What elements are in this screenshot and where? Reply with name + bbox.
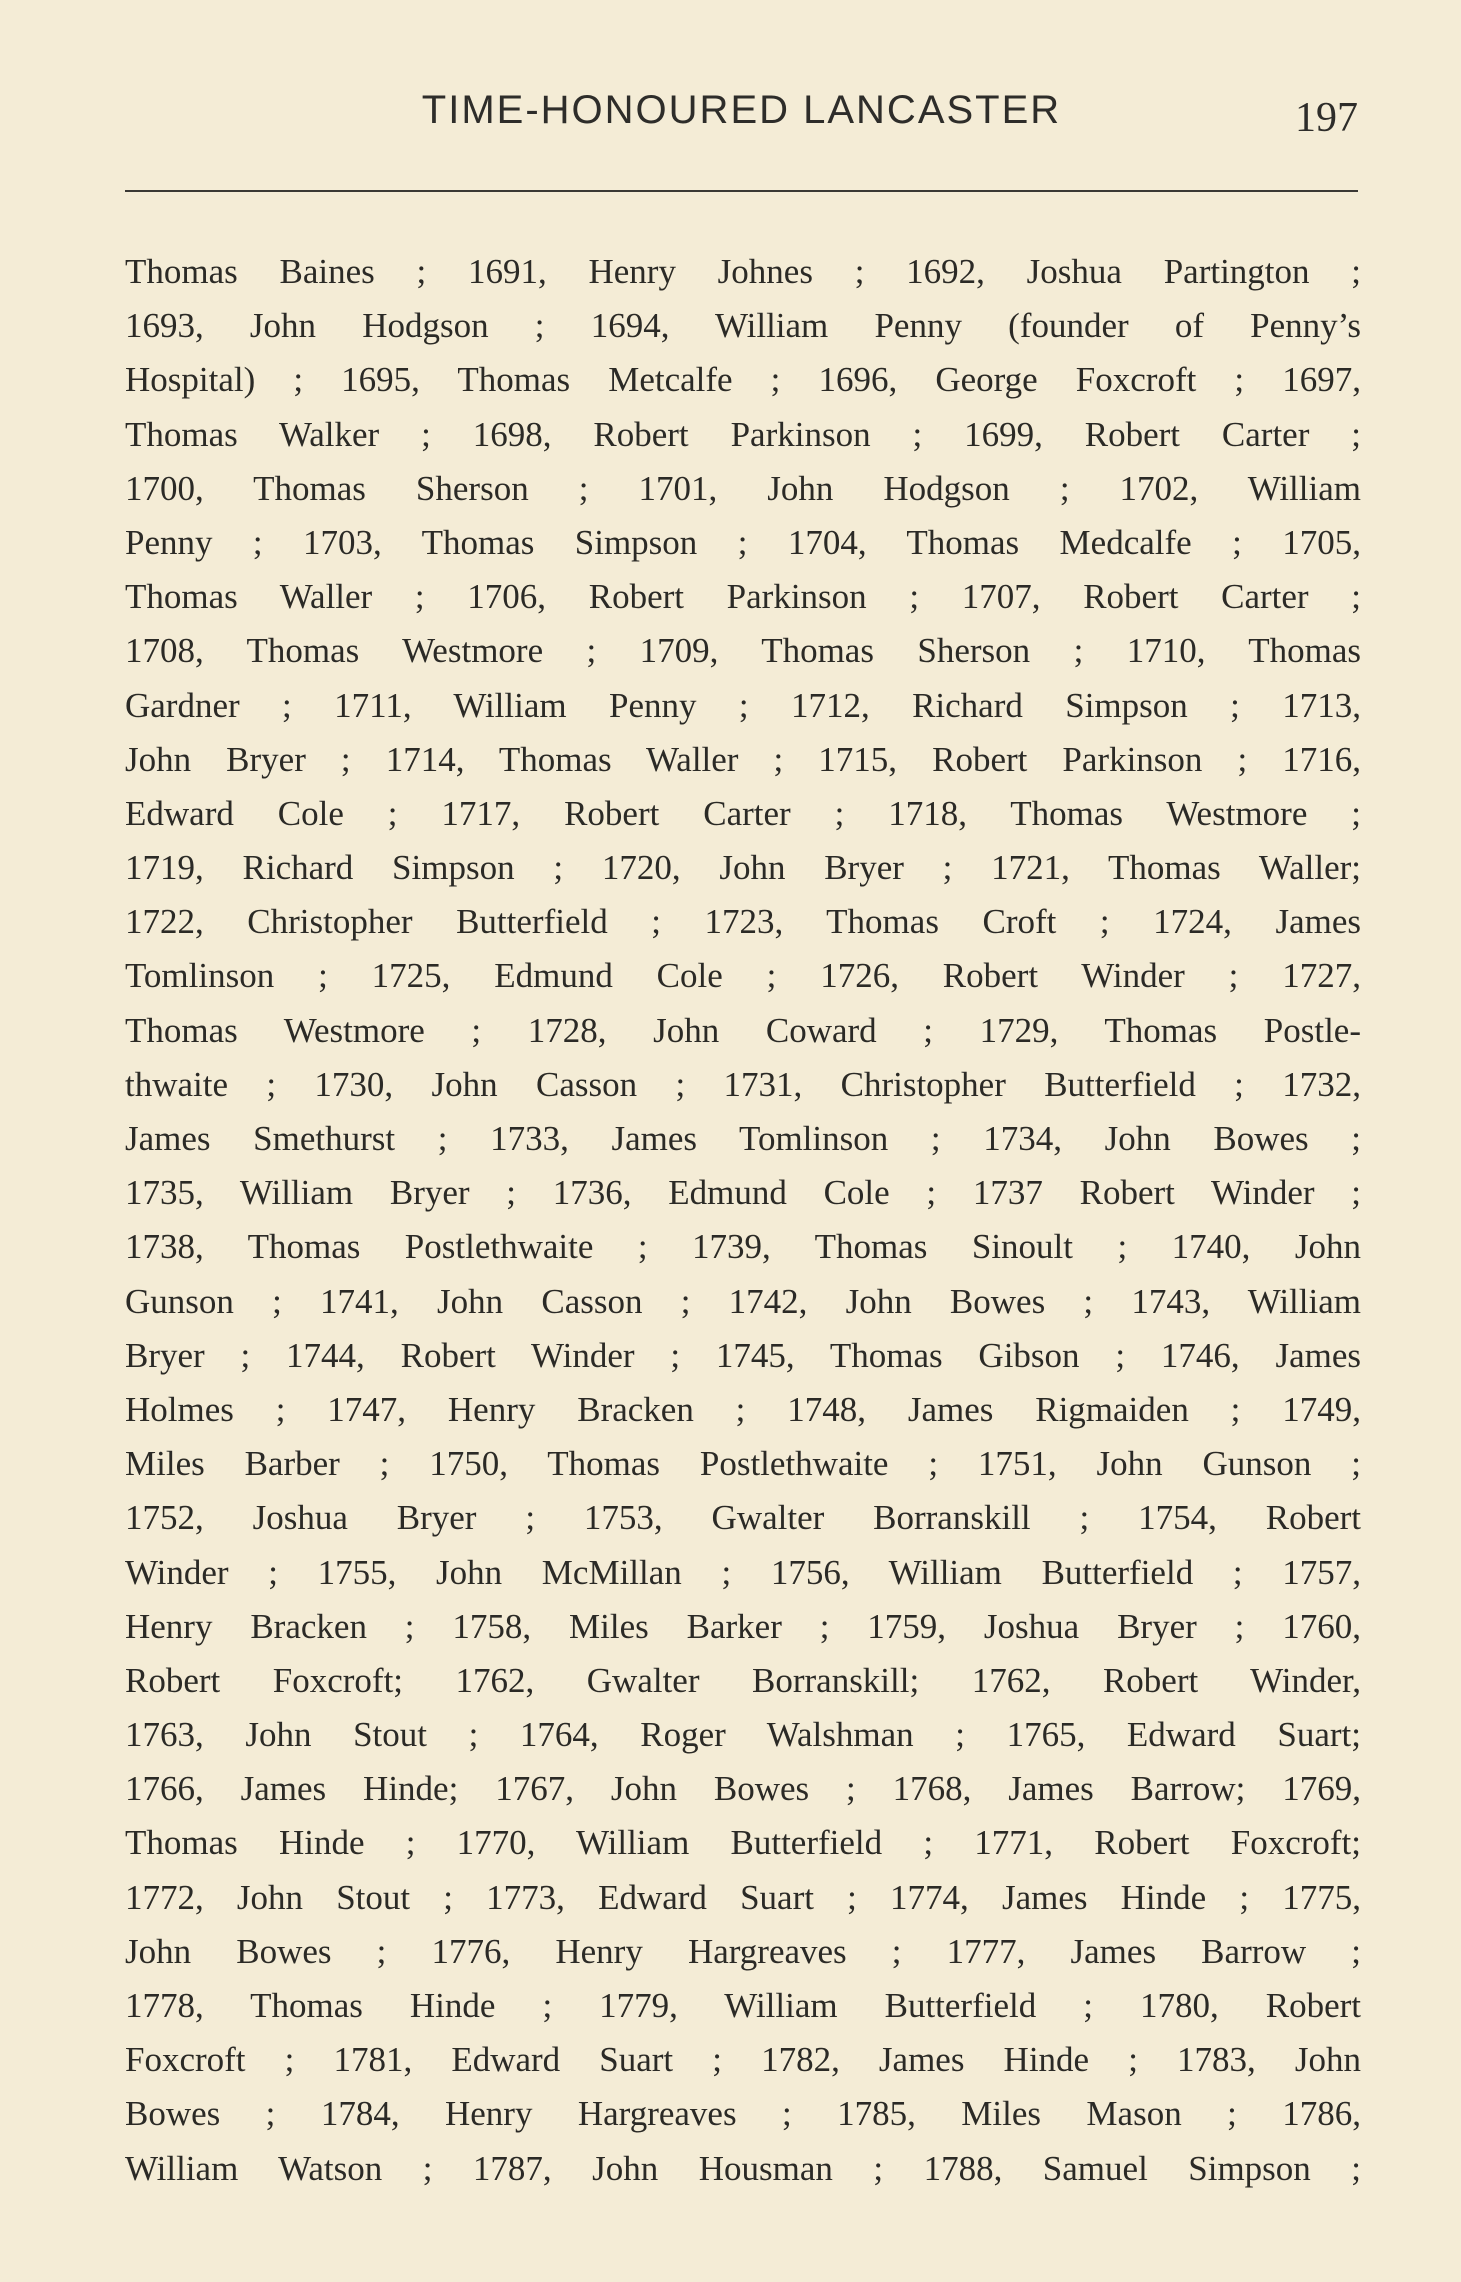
body-text	[125, 245, 1361, 2196]
text-line: James Smethurst ; 1733, James Tomlinson ; 1734, John Bowes ;	[125, 1119, 1361, 1158]
text-line: 1735, William Bryer ; 1736, Edmund Cole ; 1737 Robert Winder ;	[125, 1173, 1361, 1213]
running-head	[125, 88, 1358, 148]
text-line: Winder ; 1755, John McMillan ; 1756, William Butterfield ; 1757,	[125, 1552, 1361, 1592]
text-line: Miles Barber ; 1750, Thomas Postlethwaite ; 1751, John Gunson ;	[125, 1444, 1361, 1484]
text-line: Thomas Hinde ; 1770, William Butterfield ; 1771, Robert Foxcroft;	[125, 1823, 1361, 1863]
text-line: Gardner ; 1711, William Penny ; 1712, Richard Simpson ; 1713,	[125, 685, 1361, 725]
header-rule	[125, 190, 1358, 192]
text-line: Edward Cole ; 1717, Robert Carter ; 1718, Thomas Westmore ;	[125, 793, 1361, 833]
text-line: 1772, John Stout ; 1773, Edward Suart ; 1774, James Hinde ; 1775,	[125, 1877, 1361, 1917]
text-line: 1700, Thomas Sherson ; 1701, John Hodgson ; 1702, William	[125, 468, 1361, 508]
text-line: William Watson ; 1787, John Housman ; 1788, Samuel Simpson ;	[125, 2148, 1361, 2188]
text-line: 1708, Thomas Westmore ; 1709, Thomas Sherson ; 1710, Thomas	[125, 631, 1361, 671]
text-line: 1719, Richard Simpson ; 1720, John Bryer ; 1721, Thomas Waller;	[125, 848, 1361, 888]
text-line: Bowes ; 1784, Henry Hargreaves ; 1785, Miles Mason ; 1786,	[125, 2094, 1361, 2134]
text-line: thwaite ; 1730, John Casson ; 1731, Christopher Butterfield ; 1732,	[125, 1064, 1361, 1104]
text-line: Bryer ; 1744, Robert Winder ; 1745, Thomas Gibson ; 1746, James	[125, 1335, 1361, 1375]
text-line: Henry Bracken ; 1758, Miles Barker ; 1759, Joshua Bryer ; 1760,	[125, 1606, 1361, 1646]
text-line: Thomas Walker ; 1698, Robert Parkinson ; 1699, Robert Carter ;	[125, 414, 1361, 454]
text-line: John Bowes ; 1776, Henry Hargreaves ; 1777, James Barrow ;	[125, 1931, 1361, 1971]
text-line: 1763, John Stout ; 1764, Roger Walshman ; 1765, Edward Suart;	[125, 1715, 1361, 1755]
text-line: 1738, Thomas Postlethwaite ; 1739, Thomas Sinoult ; 1740, John	[125, 1227, 1361, 1267]
page-number: 197	[1295, 95, 1358, 141]
text-line: Gunson ; 1741, John Casson ; 1742, John Bowes ; 1743, William	[125, 1281, 1361, 1321]
text-line: Hospital) ; 1695, Thomas Metcalfe ; 1696, George Foxcroft ; 1697,	[125, 360, 1361, 400]
text-line: 1693, John Hodgson ; 1694, William Penny (founder of Penny’s	[125, 306, 1361, 346]
text-line: Thomas Baines ; 1691, Henry Johnes ; 1692, Joshua Partington ;	[125, 252, 1361, 291]
text-line: 1752, Joshua Bryer ; 1753, Gwalter Borranskill ; 1754, Robert	[125, 1498, 1361, 1538]
text-line: Thomas Waller ; 1706, Robert Parkinson ; 1707, Robert Carter ;	[125, 577, 1361, 617]
text-line: John Bryer ; 1714, Thomas Waller ; 1715, Robert Parkinson ; 1716,	[125, 739, 1361, 779]
text-line: Robert Foxcroft; 1762, Gwalter Borranskill; 1762, Robert Winder,	[125, 1660, 1361, 1700]
text-line: Tomlinson ; 1725, Edmund Cole ; 1726, Robert Winder ; 1727,	[125, 956, 1361, 996]
text-line: 1778, Thomas Hinde ; 1779, William Butterfield ; 1780, Robert	[125, 1986, 1361, 2025]
text-line: Holmes ; 1747, Henry Bracken ; 1748, James Rigmaiden ; 1749,	[125, 1389, 1361, 1429]
text-line: Thomas Westmore ; 1728, John Coward ; 1729, Thomas Postle-	[125, 1010, 1361, 1050]
text-line: Foxcroft ; 1781, Edward Suart ; 1782, James Hinde ; 1783, John	[125, 2040, 1361, 2080]
text-line: Penny ; 1703, Thomas Simpson ; 1704, Thomas Medcalfe ; 1705,	[125, 522, 1361, 562]
running-title: TIME-HONOURED LANCASTER	[421, 88, 1062, 132]
text-line: 1766, James Hinde; 1767, John Bowes ; 1768, James Barrow; 1769,	[125, 1769, 1361, 1809]
text-line: 1722, Christopher Butterfield ; 1723, Thomas Croft ; 1724, James	[125, 902, 1361, 942]
